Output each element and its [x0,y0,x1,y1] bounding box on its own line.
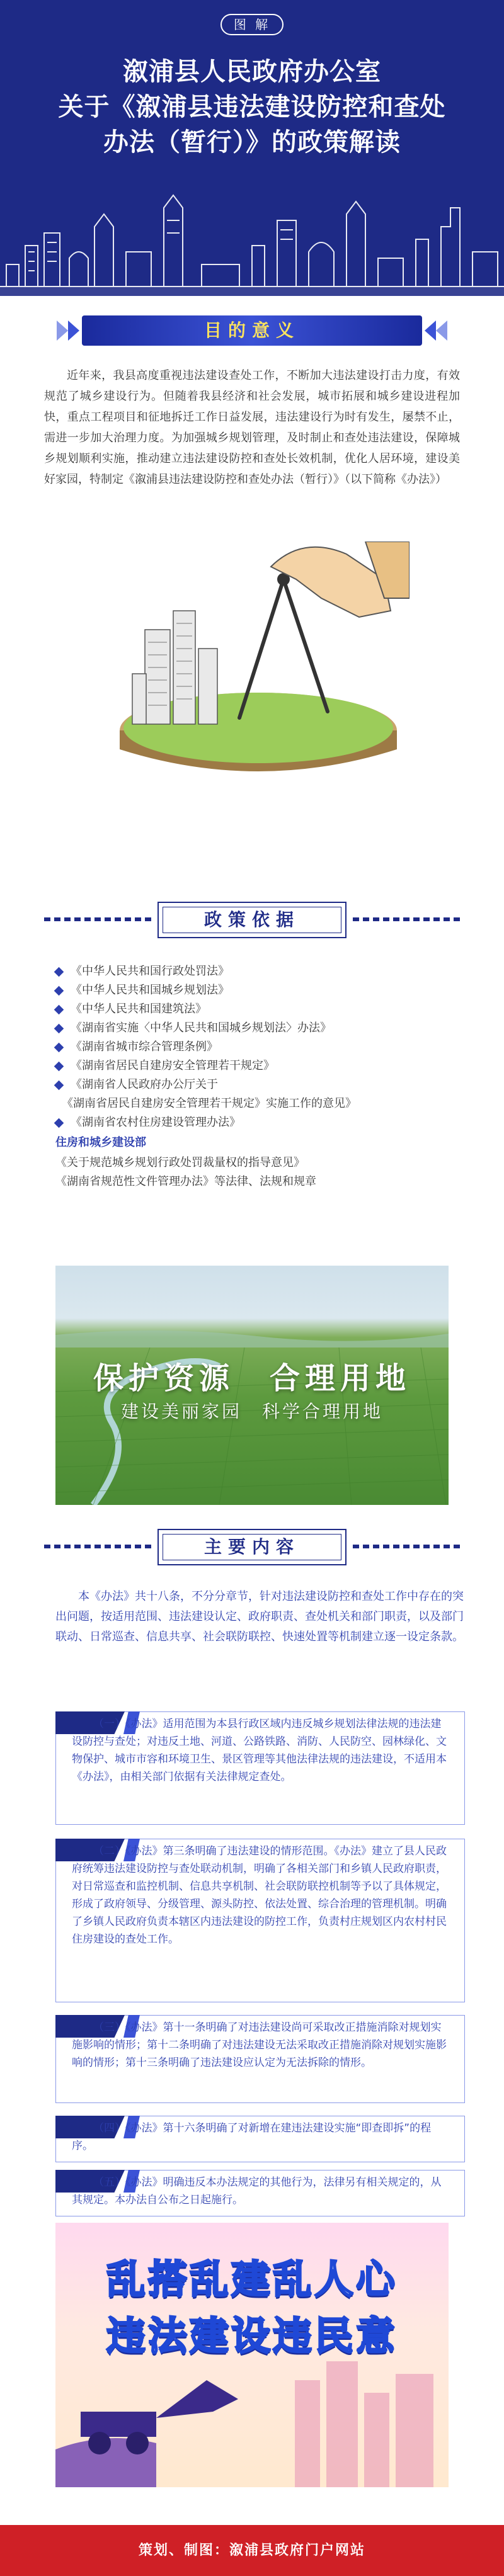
arrow-left-icon [68,321,79,341]
content-card-3 [55,2015,465,2103]
basis-sub-heading: 住房和城乡建设部 [55,1136,146,1149]
list-item-continuation: 《湖南省居民自建房安全管理若干规定》实施工作的意见》 [62,1097,357,1110]
diamond-bullet-icon [54,967,64,977]
list-item: 《中华人民共和国城乡规划法》 [55,981,459,1000]
list-item: 《湖南省实施〈中华人民共和国城乡规划法〉办法》 [55,1019,459,1038]
diamond-bullet-icon [54,1024,64,1034]
content-card-5 [55,2170,465,2216]
photo-caption-main: 保护资源 合理用地 [93,1361,411,1396]
list-item: 《湖南省城市综合管理条例》 [55,1038,459,1057]
section-banner-basis [158,902,346,938]
content-card-2 [55,1839,465,2002]
diamond-bullet-icon [54,1118,64,1128]
slogan-line-1: 乱搭乱建乱人心 [106,2256,398,2302]
compass-model-illustration [94,542,410,806]
section-title-purpose: 目的意义 [203,320,300,341]
content-intro: 本《办法》共十八条，不分分章节，针对违法建设防控和查处工作中存在的突出问题，按适用范围、违法建设认定、政府职责、查处机关和部门职责，以及部门联动、日常巡查、信息共享、社会联防联控、快速处置等机制建立逐一设定条款。 [55,1590,464,1643]
purpose-paragraph: 近年来，我县高度重视违法建设查处工作，不断加大违法建设打击力度，有效规范了城乡建设行为。但随着我县经济和社会发展，城市拓展和城乡建设进程加快，重点工程项目和征地拆迁工作日益发展，违法建设行为时有发生，屡禁不止，需进一步加大治理力度。为加强城乡规划管理，及时制止和查处违法建设，保障城乡规划顺利实施，推动建立违法建设防控和查处长效机制，优化人居环境，建设美好家园，特制定《溆浦县违法建设防控和查处办法（暂行）》（以下简称《办法》） [44,369,460,486]
list-item: 《湖南省人民政府办公厅关于 [55,1075,459,1094]
diamond-bullet-icon [54,1043,64,1053]
diamond-bullet-icon [54,1062,64,1072]
page-title-line-2: 关于《溆浦县违法建设防控和查处 [58,93,446,122]
page-title-line-3: 办法（暂行）》的政策解读 [103,128,401,157]
card-text: （二）《办法》第三条明确了违法建设的情形范围。《办法》建立了县人民政府统筹违法建设防控与查处联动机制，明确了各相关部门和乡镇人民政府职责，对日常巡查和监控机制、信息共享机制、社会联防联控机制等予以了具体规定，形成了政府领导、分级管理、源头防控、依法处置、综合治理的管理机制。明确了乡镇人民政府负责本辖区内违法建设的防控工作，负责村庄规划区内农村村民住房建设的查处工作。 [72,1845,447,1946]
header-banner [0,0,504,296]
basis-list [55,962,459,1191]
diamond-bullet-icon [54,1005,64,1015]
section-banner-content [158,1529,346,1565]
page-title-line-1: 溆浦县人民政府办公室 [123,57,381,86]
section-title-content: 主要内容 [203,1536,300,1557]
banner-decoration [44,917,151,921]
slogan-poster [55,2223,449,2487]
card-text: （一）《办法》适用范围为本县行政区域内违反城乡规划法律法规的违法建设防控与查处；对违反土地、河道、公路铁路、消防、人民防空、园林绿化、文物保护、城市市容和环境卫生、景区管理等其他法律法规的违法建设，不适用本《办法》，由相关部门依据有关法律规定查处。 [72,1718,447,1783]
banner-decoration [44,1545,151,1548]
diamond-bullet-icon [54,986,64,996]
excavator-illustration [55,2223,449,2487]
list-item: 《中华人民共和国建筑法》 [55,1000,459,1019]
card-text: （五）《办法》明确违反本办法规定的其他行为，法律另有相关规定的，从其规定。本办法自公布之日起施行。 [72,2176,442,2206]
graphic-badge: 图 解 [220,14,284,35]
footer-credit: 策划、制图：溆浦县政府门户网站 [0,2525,504,2576]
section-title-basis: 政策依据 [203,909,300,930]
content-card-4 [55,2116,465,2162]
arrow-left-icon [57,321,68,341]
list-item: 《湖南省规范性文件管理办法》等法律、法规和规章 [55,1175,316,1188]
card-text: （三）《办法》第十一条明确了对违法建设尚可采取改正措施消除对规划实施影响的情形；第十二条明确了对违法建设无法采取改正措施消除对规划实施影响的情形；第十三条明确了违法建设应认定为无法拆除的情形。 [72,2021,447,2069]
slogan-line-2: 违法建设违民意 [106,2313,398,2359]
farmland-photo [55,1266,449,1505]
banner-decoration [353,917,460,921]
section-banner-purpose [57,312,447,349]
arrow-right-icon [425,321,436,341]
city-skyline-illustration [0,170,504,296]
photo-caption-sub: 建设美丽家园 科学合理用地 [120,1401,383,1422]
content-card-1 [55,1711,465,1825]
list-item: 《湖南省农村住房建设管理办法》 [55,1113,459,1132]
list-item: 《湖南省居民自建房安全管理若干规定》 [55,1057,459,1075]
banner-decoration [353,1545,460,1548]
card-text: （四）《办法》第十六条明确了对新增在建违法建设实施“即查即拆”的程序。 [72,2122,432,2152]
diamond-bullet-icon [54,1081,64,1091]
list-item: 《中华人民共和国行政处罚法》 [55,962,459,981]
arrow-right-icon [436,321,447,341]
list-item: 《关于规范城乡规划行政处罚裁量权的指导意见》 [55,1156,305,1169]
